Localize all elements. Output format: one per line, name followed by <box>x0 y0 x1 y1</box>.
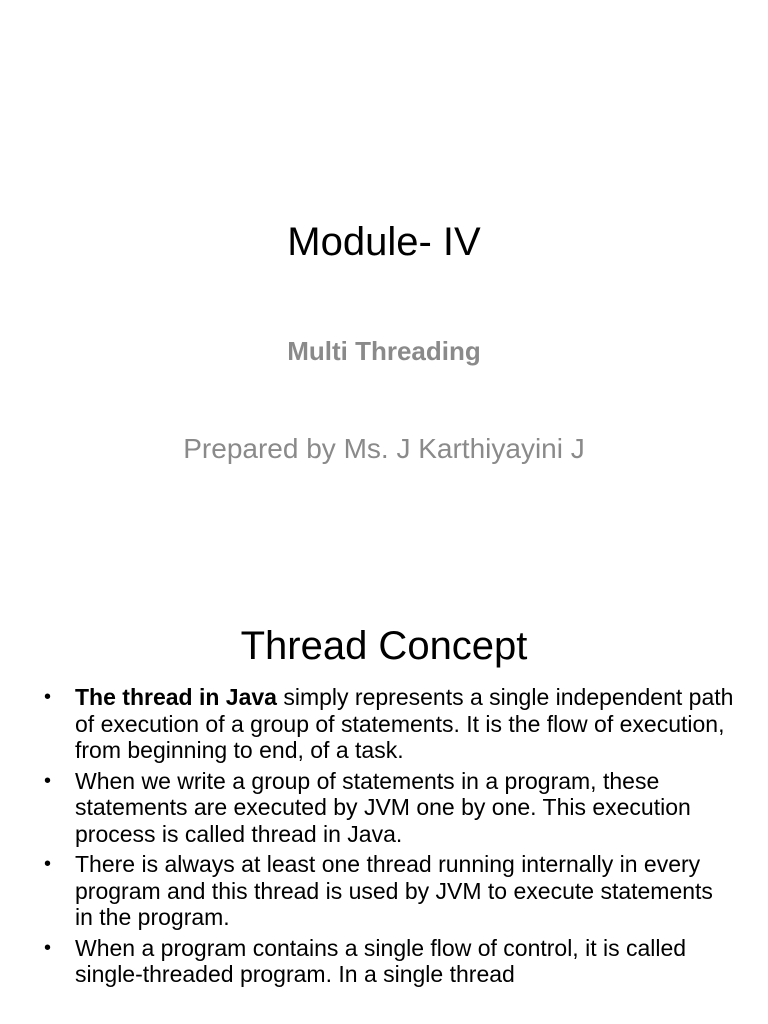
bullet-text: There is always at least one thread running internally in every program and this thread is used by JVM to execute statements in the program. <box>75 851 713 930</box>
bullet-item <box>44 935 734 988</box>
bullet-item <box>44 684 734 764</box>
bullet-icon: • <box>44 936 52 959</box>
bullet-text: When a program contains a single flow of control, it is called single-threaded program. In a single thread <box>75 934 687 987</box>
bullet-list <box>44 684 734 992</box>
bullet-bold-text: The thread in Java <box>75 684 277 710</box>
module-title: Module- IV <box>287 220 481 264</box>
bullet-icon: • <box>44 853 52 875</box>
bullet-text: When we write a group of statements in a program, these statements are executed by JVM one by one. This execution process is called thread in Java. <box>75 767 691 847</box>
bullet-item <box>44 768 734 848</box>
slide-title: Thread Concept <box>240 624 528 668</box>
bullet-item <box>44 851 734 931</box>
bullet-icon: • <box>44 686 52 708</box>
bullet-text: simply represents a single independent path of execution of a group of statements. It is the flow of execution, from beginning to end, of a task. <box>75 684 734 763</box>
bullet-icon: • <box>44 769 52 792</box>
slide-thread-concept <box>0 576 768 1024</box>
author-line: Prepared by Ms. J Karthiyayini J <box>183 433 585 464</box>
module-subtitle: Multi Threading <box>287 336 481 366</box>
